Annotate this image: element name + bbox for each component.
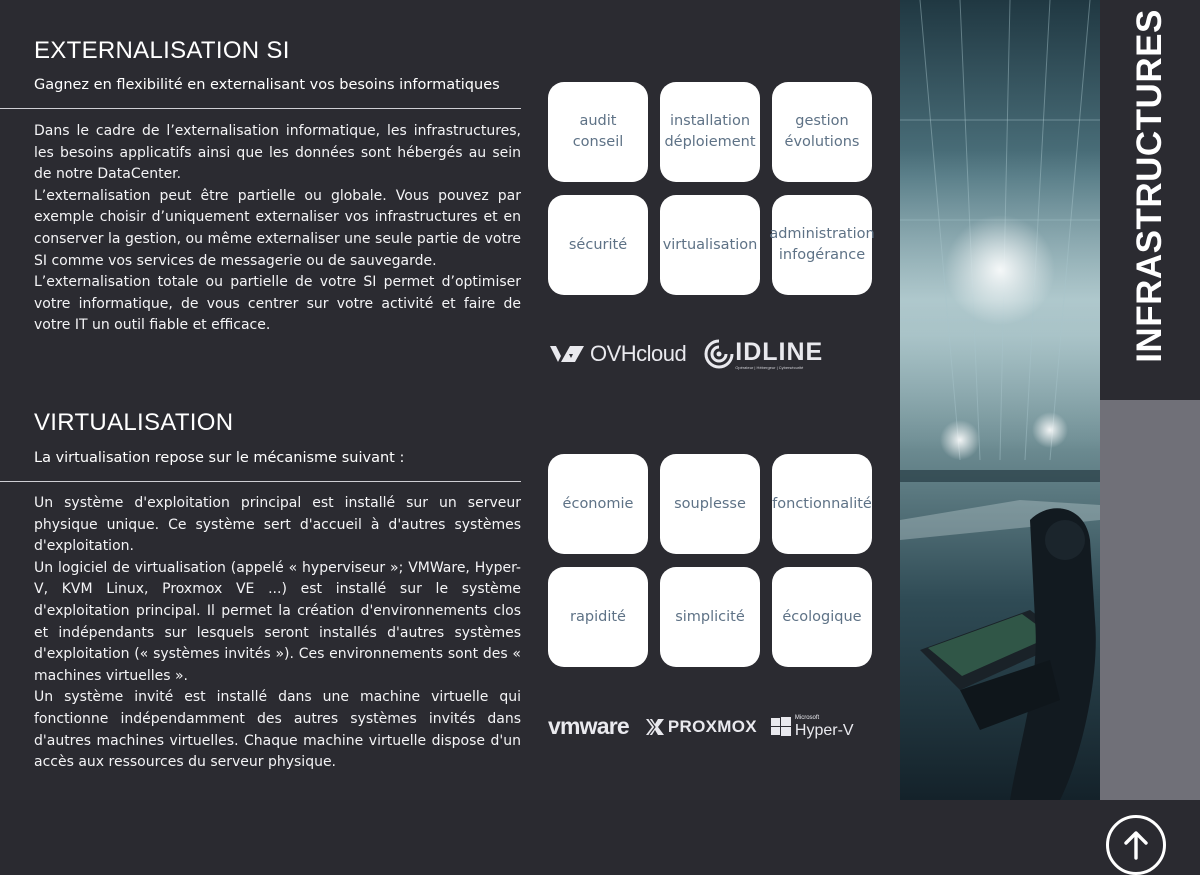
tile-economie[interactable]: économie: [548, 454, 648, 554]
tile-fonctionnalite[interactable]: fonctionnalité: [772, 454, 872, 554]
hyperv-logo[interactable]: [771, 715, 854, 739]
vmware-logo[interactable]: [548, 713, 629, 740]
tile-administration-infogerance[interactable]: administration infogérance: [772, 195, 872, 295]
paragraph: Dans le cadre de l’externalisation informatique, les infrastructures, les besoins applicatifs ainsi que les données sont hébergés au sein de notre DataCenter.: [34, 123, 521, 183]
microsoft-label: Microsoft: [794, 714, 820, 721]
virtualisation-title: VIRTUALISATION: [34, 409, 234, 436]
idline-tagline: Opérateur | Hébergeur | Cybersécurité: [735, 365, 804, 370]
tile-souplesse[interactable]: souplesse: [660, 454, 760, 554]
datacenter-photo: [900, 0, 1100, 800]
tile-rapidite[interactable]: rapidité: [548, 567, 648, 667]
sidebar: [1100, 0, 1200, 800]
arrow-up-circle-icon: [1119, 828, 1153, 862]
partner-logos-1: [548, 338, 823, 370]
idline-swirl-icon: [704, 338, 734, 370]
photo-illustration: [900, 0, 1100, 800]
proxmox-wordmark: PROXMOX: [667, 716, 757, 736]
hyperv-wordmark: Hyper-V: [794, 721, 854, 739]
vmware-wordmark: vmware: [548, 713, 629, 739]
tile-gestion-evolutions[interactable]: gestion évolutions: [772, 82, 872, 182]
divider: [0, 108, 521, 109]
partner-logos-2: [548, 713, 854, 740]
paragraph: L’externalisation totale ou partielle de votre SI permet d’optimiser votre informatique, de vous centrer sur votre activité et faire de votre IT un outil fiable et efficace.: [34, 274, 521, 334]
proxmox-x-icon: [645, 718, 665, 736]
divider: [0, 481, 521, 482]
virtualisation-text: [34, 493, 521, 774]
externalisation-title: EXTERNALISATION SI: [34, 37, 290, 64]
idline-logo[interactable]: [704, 338, 823, 370]
paragraph: Un système invité est installé dans une machine virtuelle qui fonctionne indépendamment des autres systèmes invités dans d'autres machines virtuelles. Chaque machine virtuelle dispose d'un accès aux ressources du serveur physique.: [34, 689, 521, 771]
sidebar-title-panel: [1100, 0, 1200, 400]
tile-audit-conseil[interactable]: audit conseil: [548, 82, 648, 182]
externalisation-subtitle: Gagnez en flexibilité en externalisant vos besoins informatiques: [34, 77, 500, 93]
paragraph: Un système d'exploitation principal est installé sur un serveur physique unique. Ce système sert d'accueil à d'autres systèmes d'exploitation.: [34, 495, 521, 555]
externalisation-tiles: [548, 82, 874, 295]
tile-simplicite[interactable]: simplicité: [660, 567, 760, 667]
tile-ecologique[interactable]: écologique: [772, 567, 872, 667]
paragraph: Un logiciel de virtualisation (appelé « hyperviseur »; VMWare, Hyper-V, KVM Linux, Proxmox VE ...) est installé sur le système d'exploitation principal. Il permet la création d'environnements clos et indépendants sur lesquels seront installés d'autres systèmes d'exploitation (« systèmes invités »). Ces environnements sont des « machines virtuelles ».: [34, 559, 521, 684]
paragraph: L’externalisation peut être partielle ou globale. Vous pouvez par exemple choisir d’uniquement externaliser vos infrastructures et en conserver la gestion, ou même externaliser une seule partie de votre SI comme vos services de messagerie ou de sauvegarde.: [34, 187, 521, 269]
idline-wordmark: IDLINE: [735, 338, 824, 366]
sidebar-title: INFRASTRUCTURES: [1130, 9, 1169, 363]
sidebar-action-panel: [1100, 400, 1200, 800]
ovhcloud-logo[interactable]: [548, 341, 686, 367]
proxmox-logo[interactable]: [645, 717, 757, 737]
tile-virtualisation[interactable]: virtualisation: [660, 195, 760, 295]
virtualisation-tiles: [548, 454, 874, 667]
tile-installation-deploiement[interactable]: installation déploiement: [660, 82, 760, 182]
windows-icon: [771, 717, 791, 737]
scroll-top-button[interactable]: [1106, 815, 1166, 875]
ovhcloud-wordmark: OVHcloud: [590, 341, 687, 366]
externalisation-text: [34, 121, 521, 337]
ovh-mark-icon: [548, 342, 586, 366]
virtualisation-subtitle: La virtualisation repose sur le mécanisme suivant :: [34, 450, 405, 466]
tile-securite[interactable]: sécurité: [548, 195, 648, 295]
